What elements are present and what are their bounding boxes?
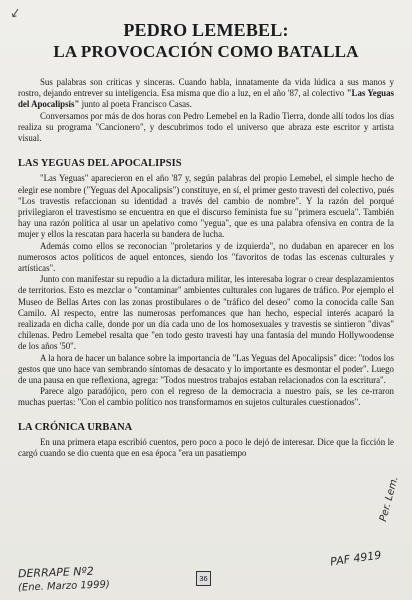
intro-p1-text-b: junto al poeta Francisco Casas. (79, 99, 192, 110)
section1-paragraph: "Las Yeguas" aparecieron en el año '87 y, según palabras del propio Lemebel, el simple hecho de elegir ese nombre ("Yeguas del Apocalipsis") constituye, en sí, el primer gesto travesti del colectivo, pués "Los travestis refaccionan su identidad a través del cambio de nombre". Y la razón del porqué privilegiaron el travestismo se encuentra en que el discurso feminista fue su "primera escuela". También hay una razón política al usar un apelativo como "yegua", que es una palabra ofensiva en contra de la mujer y ellos la rescatan para hacerla su bandera de lucha. (18, 173, 394, 240)
intro-paragraph-2: Conversamos por más de dos horas con Pedro Lemebel en la Radio Tierra, donde allí todos los días realiza su programa "Cancionero", y descubrimos todo el universo que abraza este escritor y artista visual. (18, 110, 394, 144)
intro-paragraph-1 (18, 77, 394, 111)
section1-paragraph: A la hora de hacer un balance sobre la importancia de "Las Yeguas del Apocalipsis" dice: "todos los gestos que uno hace van sembrando síntomas de desacato y lo importante es desmontar el poder". Luego de una pausa en que reflexiona, agrega: "Todos nuestros trabajos estaban relacionados con la escritura". (18, 352, 394, 386)
handwritten-margin-note: Per. Lem. (378, 475, 401, 523)
handwritten-date-note: (Ene. Marzo 1999) (17, 579, 111, 594)
article-title-line1: PEDRO LEMEBEL: (123, 20, 289, 40)
section-heading-yeguas: LAS YEGUAS DEL APOCALIPSIS (18, 158, 182, 170)
article-title-line2: LA PROVOCACIÓN COMO BATALLA (53, 42, 359, 61)
collective-name-bold: "Las Yeguas del Apocalipsis" (18, 88, 394, 110)
section1-paragraph: Parece algo paradójico, pero con el regreso de la democracia a nuestro país, se les ce-rraron muchas puertas: "Con el cambio político nos transformamos en sujetos culturales cuestionados". (18, 386, 394, 408)
handwritten-catalog-note: PAF 4919 (329, 548, 383, 569)
handwritten-source-note: DERRAPE Nº2 (17, 564, 94, 581)
article-body (18, 77, 394, 459)
section-heading-cronica: LA CRÓNICA URBANA (18, 421, 133, 433)
section1-paragraph: Junto con manifestar su repudio a la dictadura militar, les interesaba lograr o crear desplazamientos de territorios. Esto es mezclar o "contaminar" ambientes culturales con lugares de tráfico. Por ejemplo el Museo de Bellas Artes con las zonas prostibulares o de "tráfico del deseo" como la conocida calle San Camilo. Al respecto, entre las numerosas perfomances que han hecho, especial interés acaparó la realizada en dicha calle, donde por un día cada uno de los homosexuales y travestis se sintieron "divas" chilenas. Pedro Lemebel resalta que "en todo gesto travesti hay una fantasía del mundo Hollywoodense de los años '50". (18, 274, 394, 352)
corner-pencil-mark: ↙ (8, 5, 23, 22)
section1-paragraph: Además como ellos se reconocían "proletarios y de izquierda", no dudaban en aparecer en los numerosos actos políticos de aquel entonces, siendo los "favoritos de todas las escenas culturales y artísticas". (18, 240, 394, 274)
section2-paragraph: En una primera etapa escribió cuentos, pero poco a poco le dejó de interesar. Dice que la ficción le cargó cuando se dio cuenta que en esa época "era un pasatiempo (18, 436, 394, 459)
intro-p1-text-a: Sus palabras son críticas y sinceras. Cuando habla, innatamente da vida lúdica a sus manos y rostro, dejando entrever su inteligencia. Esa misma que dio a luz, en el año '87, al colectivo (18, 77, 394, 99)
page-number-box: 36 (196, 571, 211, 586)
